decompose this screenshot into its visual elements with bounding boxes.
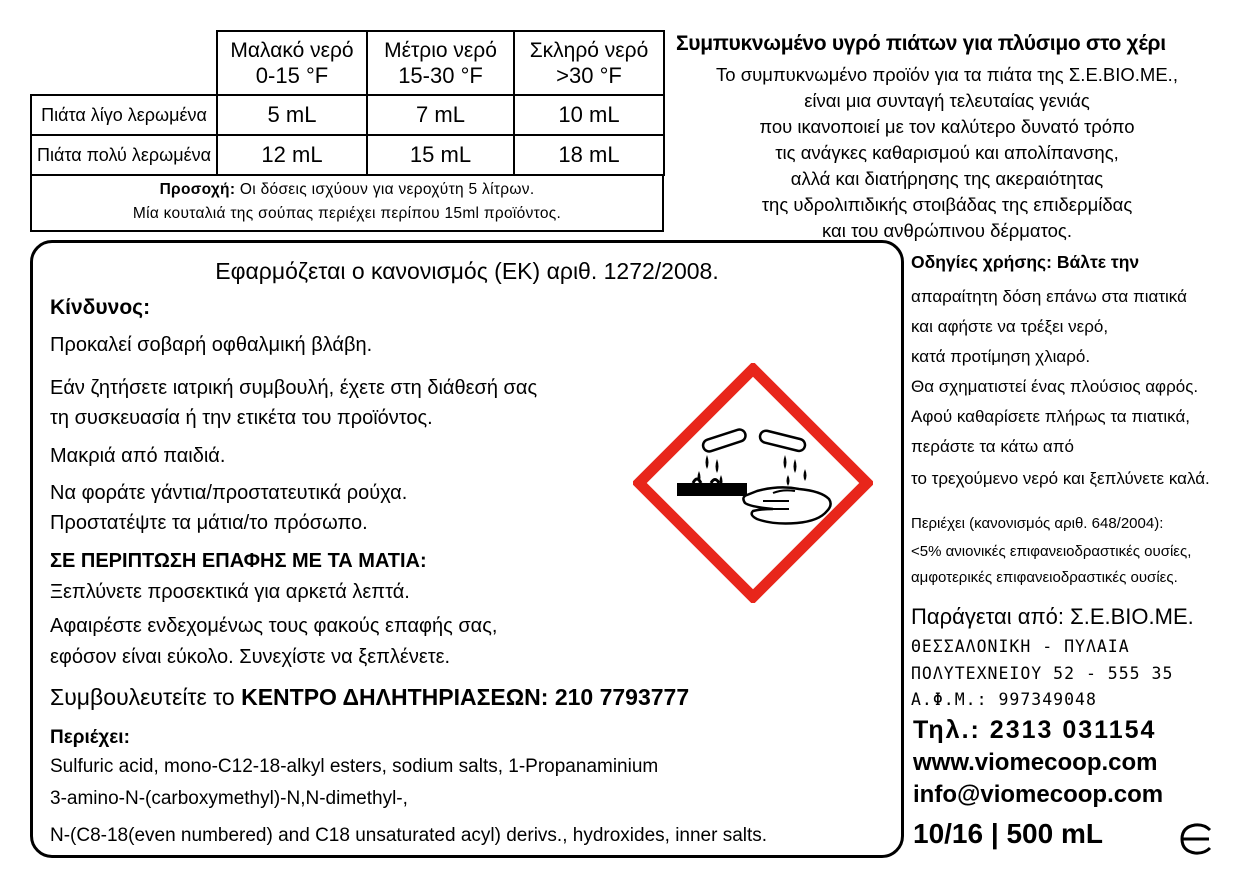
precaution-line: Να φοράτε γάντια/προστατευτικά ρούχα. bbox=[50, 482, 408, 504]
header-hard-water: Σκληρό νερό >30 °F bbox=[514, 31, 664, 95]
usage-heading: Οδηγίες χρήσης: Βάλτε την bbox=[911, 252, 1140, 272]
usage-line: Αφού καθαρίσετε πλήρως τα πιατικά, bbox=[911, 407, 1191, 426]
note-label: Προσοχή: bbox=[159, 181, 236, 198]
table-cell: 12 mL bbox=[217, 135, 367, 175]
poison-center: Συμβουλευτείτε το ΚΕΝΤΡΟ ΔΗΛΗΤΗΡΙΑΣΕΩΝ: 210 7793777 bbox=[50, 684, 690, 710]
product-description bbox=[666, 62, 1228, 244]
precaution-line: Εάν ζητήσετε ιατρική συμβουλή, έχετε στη διάθεσή σας bbox=[50, 377, 538, 399]
row-label: Πιάτα λίγο λερωμένα bbox=[31, 95, 217, 135]
description-line: Το συμπυκνωμένο προϊόν για τα πιάτα της Σ.Ε.ΒΙΟ.ΜΕ., bbox=[716, 64, 1178, 85]
description-line: και του ανθρώπινου δέρματος. bbox=[822, 220, 1072, 241]
precaution-line: τη συσκευασία ή την ετικέτα του προϊόντος. bbox=[50, 407, 433, 429]
table-cell: 15 mL bbox=[367, 135, 514, 175]
table-cell: 10 mL bbox=[514, 95, 664, 135]
eyes-heading: ΣΕ ΠΕΡΙΠΤΩΣΗ ΕΠΑΦΗΣ ΜΕ ΤΑ ΜΑΤΙΑ: bbox=[50, 550, 427, 572]
contains-line: Sulfuric acid, mono-C12-18-alkyl esters, sodium salts, 1-Propanaminium bbox=[50, 756, 659, 777]
eyes-line: Ξεπλύνετε προσεκτικά για αρκετά λεπτά. bbox=[50, 581, 410, 603]
usage-line: κατά προτίμηση χλιαρό. bbox=[911, 347, 1091, 366]
table-cell: 18 mL bbox=[514, 135, 664, 175]
regulation-text: Εφαρμόζεται ο κανονισμός (ΕΚ) αριθ. 1272/2008. bbox=[215, 258, 719, 284]
table-row bbox=[31, 95, 664, 135]
website-link: www.viomecoop.com bbox=[913, 749, 1158, 776]
usage-line: το τρεχούμενο νερό και ξεπλύνετε καλά. bbox=[911, 469, 1210, 488]
usage-line: Θα σχηματιστεί ένας πλούσιος αφρός. bbox=[911, 377, 1199, 396]
eyes-line: εφόσον είναι εύκολο. Συνεχίστε να ξεπλένετε. bbox=[50, 646, 451, 668]
table-row bbox=[31, 135, 664, 175]
table-cell: 7 mL bbox=[367, 95, 514, 135]
table-corner bbox=[31, 31, 217, 95]
batch-volume: 10/16 | 500 mL bbox=[913, 818, 1103, 849]
description-line: που ικανοποιεί με τον καλύτερο δυνατό τρόπο bbox=[759, 116, 1135, 137]
description-line: αλλά και διατήρησης της ακεραιότητας bbox=[790, 168, 1104, 189]
ingredients-line: Περιέχει (κανονισμός αριθ. 648/2004): bbox=[911, 515, 1164, 532]
producer-street: ΠΟΛΥΤΕΧΝΕΙΟΥ 52 - 555 35 bbox=[911, 664, 1174, 683]
producer-label: Παράγεται από: Σ.Ε.ΒΙΟ.ΜΕ. bbox=[911, 604, 1194, 629]
eyes-line: Αφαιρέστε ενδεχομένως τους φακούς επαφής σας, bbox=[50, 615, 498, 637]
ingredients-line: <5% ανιονικές επιφανειοδραστικές ουσίες, bbox=[911, 543, 1192, 560]
usage-line: απαραίτητη δόση επάνω στα πιατικά bbox=[911, 287, 1187, 306]
precaution-line: Προστατέψτε τα μάτια/το πρόσωπο. bbox=[50, 512, 368, 534]
corrosion-pictogram-icon bbox=[633, 363, 873, 603]
danger-label: Κίνδυνος: bbox=[50, 296, 151, 319]
producer-vat: Α.Φ.Μ.: 997349048 bbox=[911, 690, 1097, 709]
header-soft-water: Μαλακό νερό 0-15 °F bbox=[217, 31, 367, 95]
hazard-statement: Προκαλεί σοβαρή οφθαλμική βλάβη. bbox=[50, 334, 373, 356]
note-line-1: Οι δόσεις ισχύουν για νεροχύτη 5 λίτρων. bbox=[235, 181, 535, 198]
product-title: Συμπυκνωμένο υγρό πιάτων για πλύσιμο στο χέρι bbox=[676, 32, 1166, 55]
row-label: Πιάτα πολύ λερωμένα bbox=[31, 135, 217, 175]
description-line: της υδρολιπιδικής στοιβάδας της επιδερμίδας bbox=[761, 194, 1133, 215]
phone-number: Τηλ.: 2313 031154 bbox=[913, 716, 1157, 744]
usage-line: περάστε τα κάτω από bbox=[911, 437, 1074, 456]
estimated-sign-icon bbox=[1177, 822, 1217, 856]
ingredients-line: αμφοτερικές επιφανειοδραστικές ουσίες. bbox=[911, 569, 1178, 586]
contains-line: 3-amino-N-(carboxymethyl)-N,N-dimethyl-, bbox=[50, 788, 408, 809]
description-line: είναι μια συνταγή τελευταίας γενιάς bbox=[804, 90, 1090, 111]
producer-city: ΘΕΣΣΑΛΟΝΙΚΗ - ΠΥΛΑΙΑ bbox=[911, 637, 1130, 656]
dosage-table bbox=[30, 30, 665, 176]
description-line: τις ανάγκες καθαρισμού και απολίπανσης, bbox=[775, 142, 1119, 163]
usage-line: και αφήστε να τρέξει νερό, bbox=[911, 317, 1109, 336]
header-medium-water: Μέτριο νερό 15-30 °F bbox=[367, 31, 514, 95]
contains-label: Περιέχει: bbox=[50, 727, 130, 748]
table-cell: 5 mL bbox=[217, 95, 367, 135]
contains-line: N-(C8-18(even numbered) and C18 unsaturated acyl) derivs., hydroxides, inner salts. bbox=[50, 825, 768, 846]
note-line-2: Μία κουταλιά της σούπας περιέχει περίπου 15ml προϊόντος. bbox=[132, 205, 562, 222]
precaution-line: Μακριά από παιδιά. bbox=[50, 445, 226, 467]
email-link: info@viomecoop.com bbox=[913, 781, 1164, 808]
dosage-note bbox=[30, 174, 664, 232]
